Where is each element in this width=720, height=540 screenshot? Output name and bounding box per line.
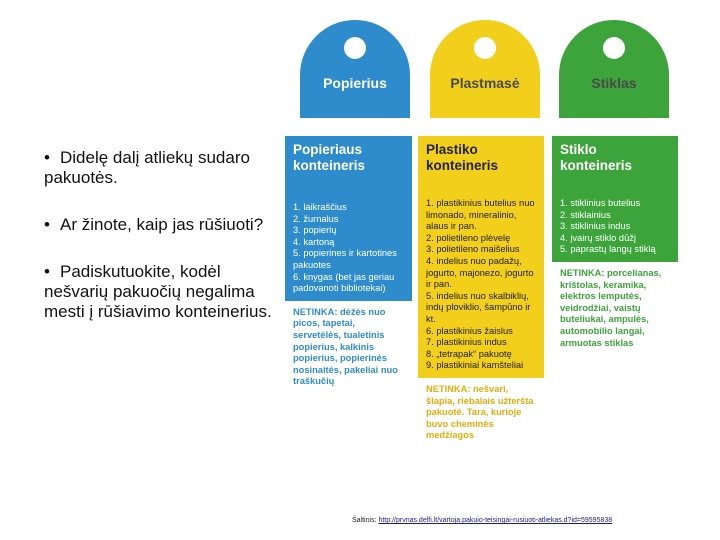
plastic-container-panel <box>418 136 544 442</box>
bullet-text: Padiskutuokite, kodėl nešvarių pakuočių negalima mesti į rūšiavimo konteinerius. <box>44 262 272 321</box>
list-item: 5. paprastų langų stiklą <box>560 244 656 255</box>
bullet-item <box>44 262 276 322</box>
bin-slot-icon <box>344 37 366 59</box>
list-item: 1. laikraščius <box>293 202 347 212</box>
source-link[interactable]: http://prvnas.delfi.lt/vartoja.pakuio-teisingai-rusiuoti-atliekas.d?id=59595838 <box>378 517 613 524</box>
paper-bin-icon <box>300 20 410 118</box>
glass-not-accepted-note: NETINKA: porcelianas, krištolas, keramika, elektros lemputės, veidrodžiai, vaistų buteliukai, ampulės, automobilio langai, armuotas stiklas <box>560 267 662 348</box>
glass-items-list <box>552 194 678 262</box>
list-item: 6. knygas (bet jas geriau padovanoti bibliotekai) <box>293 271 395 294</box>
paper-bin-label: Popierius <box>323 75 387 91</box>
list-item: 2. stiklainius <box>560 209 611 220</box>
list-item: 4. įvairų stiklo dūžį <box>560 232 636 243</box>
glass-panel-title: Stiklo konteineris <box>552 136 678 194</box>
bullet-dot-icon: • <box>44 262 50 281</box>
plastic-items-list <box>418 194 544 378</box>
list-item: 9. plastikiniai kamšteliai <box>426 360 524 371</box>
list-item: 1. stiklinius butelius <box>560 198 641 208</box>
glass-bin-icon <box>559 20 669 118</box>
list-item: 4. indelius nuo padažų, jogurto, majonezo, jogurto ir pan. <box>426 255 534 290</box>
bullet-text: Didelę dalį atliekų sudaro pakuotės. <box>44 148 250 187</box>
paper-items-list <box>285 198 412 301</box>
bullet-dot-icon: • <box>44 215 50 234</box>
bullet-text: Ar žinote, kaip jas rūšiuoti? <box>60 215 264 234</box>
list-item: 2. žurnalus <box>293 213 339 224</box>
plastic-bin-icon <box>430 20 540 118</box>
bullet-item <box>44 215 276 235</box>
paper-panel-title: Popieriaus konteineris <box>285 136 412 198</box>
list-item: 6. plastikinius žaislus <box>426 325 513 336</box>
paper-not-accepted-note: NETINKA: dėžės nuo picos, tapetai, servetėlės, tualetinis popierius, kalkinis popierius, popierinės nosinaitės, pakeliai nuo traškučių <box>293 306 398 387</box>
list-item: 7. plastikinius indus <box>426 337 507 348</box>
bin-slot-icon <box>474 37 496 59</box>
paper-container-panel <box>285 136 412 388</box>
plastic-panel-title: Plastiko konteineris <box>418 136 544 194</box>
source-citation <box>352 517 612 524</box>
plastic-bin-label: Plastmasė <box>450 75 520 91</box>
bullet-item <box>44 148 276 188</box>
bin-slot-icon <box>603 37 625 59</box>
list-item: 8. „tetrapak“ pakuotę <box>426 348 512 359</box>
glass-container-panel <box>552 136 678 349</box>
list-item: 4. kartoną <box>293 236 335 247</box>
list-item: 1. plastikinius butelius nuo limonado, mineralinio, alaus ir pan. <box>426 198 535 232</box>
list-item: 3. polietileno maišelius <box>426 244 520 255</box>
bullet-dot-icon: • <box>44 148 50 167</box>
list-item: 3. stiklinius indus <box>560 221 631 232</box>
glass-bin-label: Stiklas <box>591 75 637 91</box>
source-label: Šaltinis: <box>352 517 377 524</box>
list-item: 3. popierių <box>293 225 337 236</box>
bullet-list <box>44 148 276 349</box>
list-item: 5. indelius nuo skalbiklių, indų ploviklio, šampūno ir kt. <box>426 290 531 324</box>
list-item: 5. popierines ir kartotines pakuotes <box>293 248 397 270</box>
list-item: 2. polietileno plėvelę <box>426 232 511 243</box>
plastic-not-accepted-note: NETINKA: nešvari, šlapia, riebalais užteršta pakuotė. Tara, kurioje buvo cheminės medžiagos <box>426 383 534 441</box>
